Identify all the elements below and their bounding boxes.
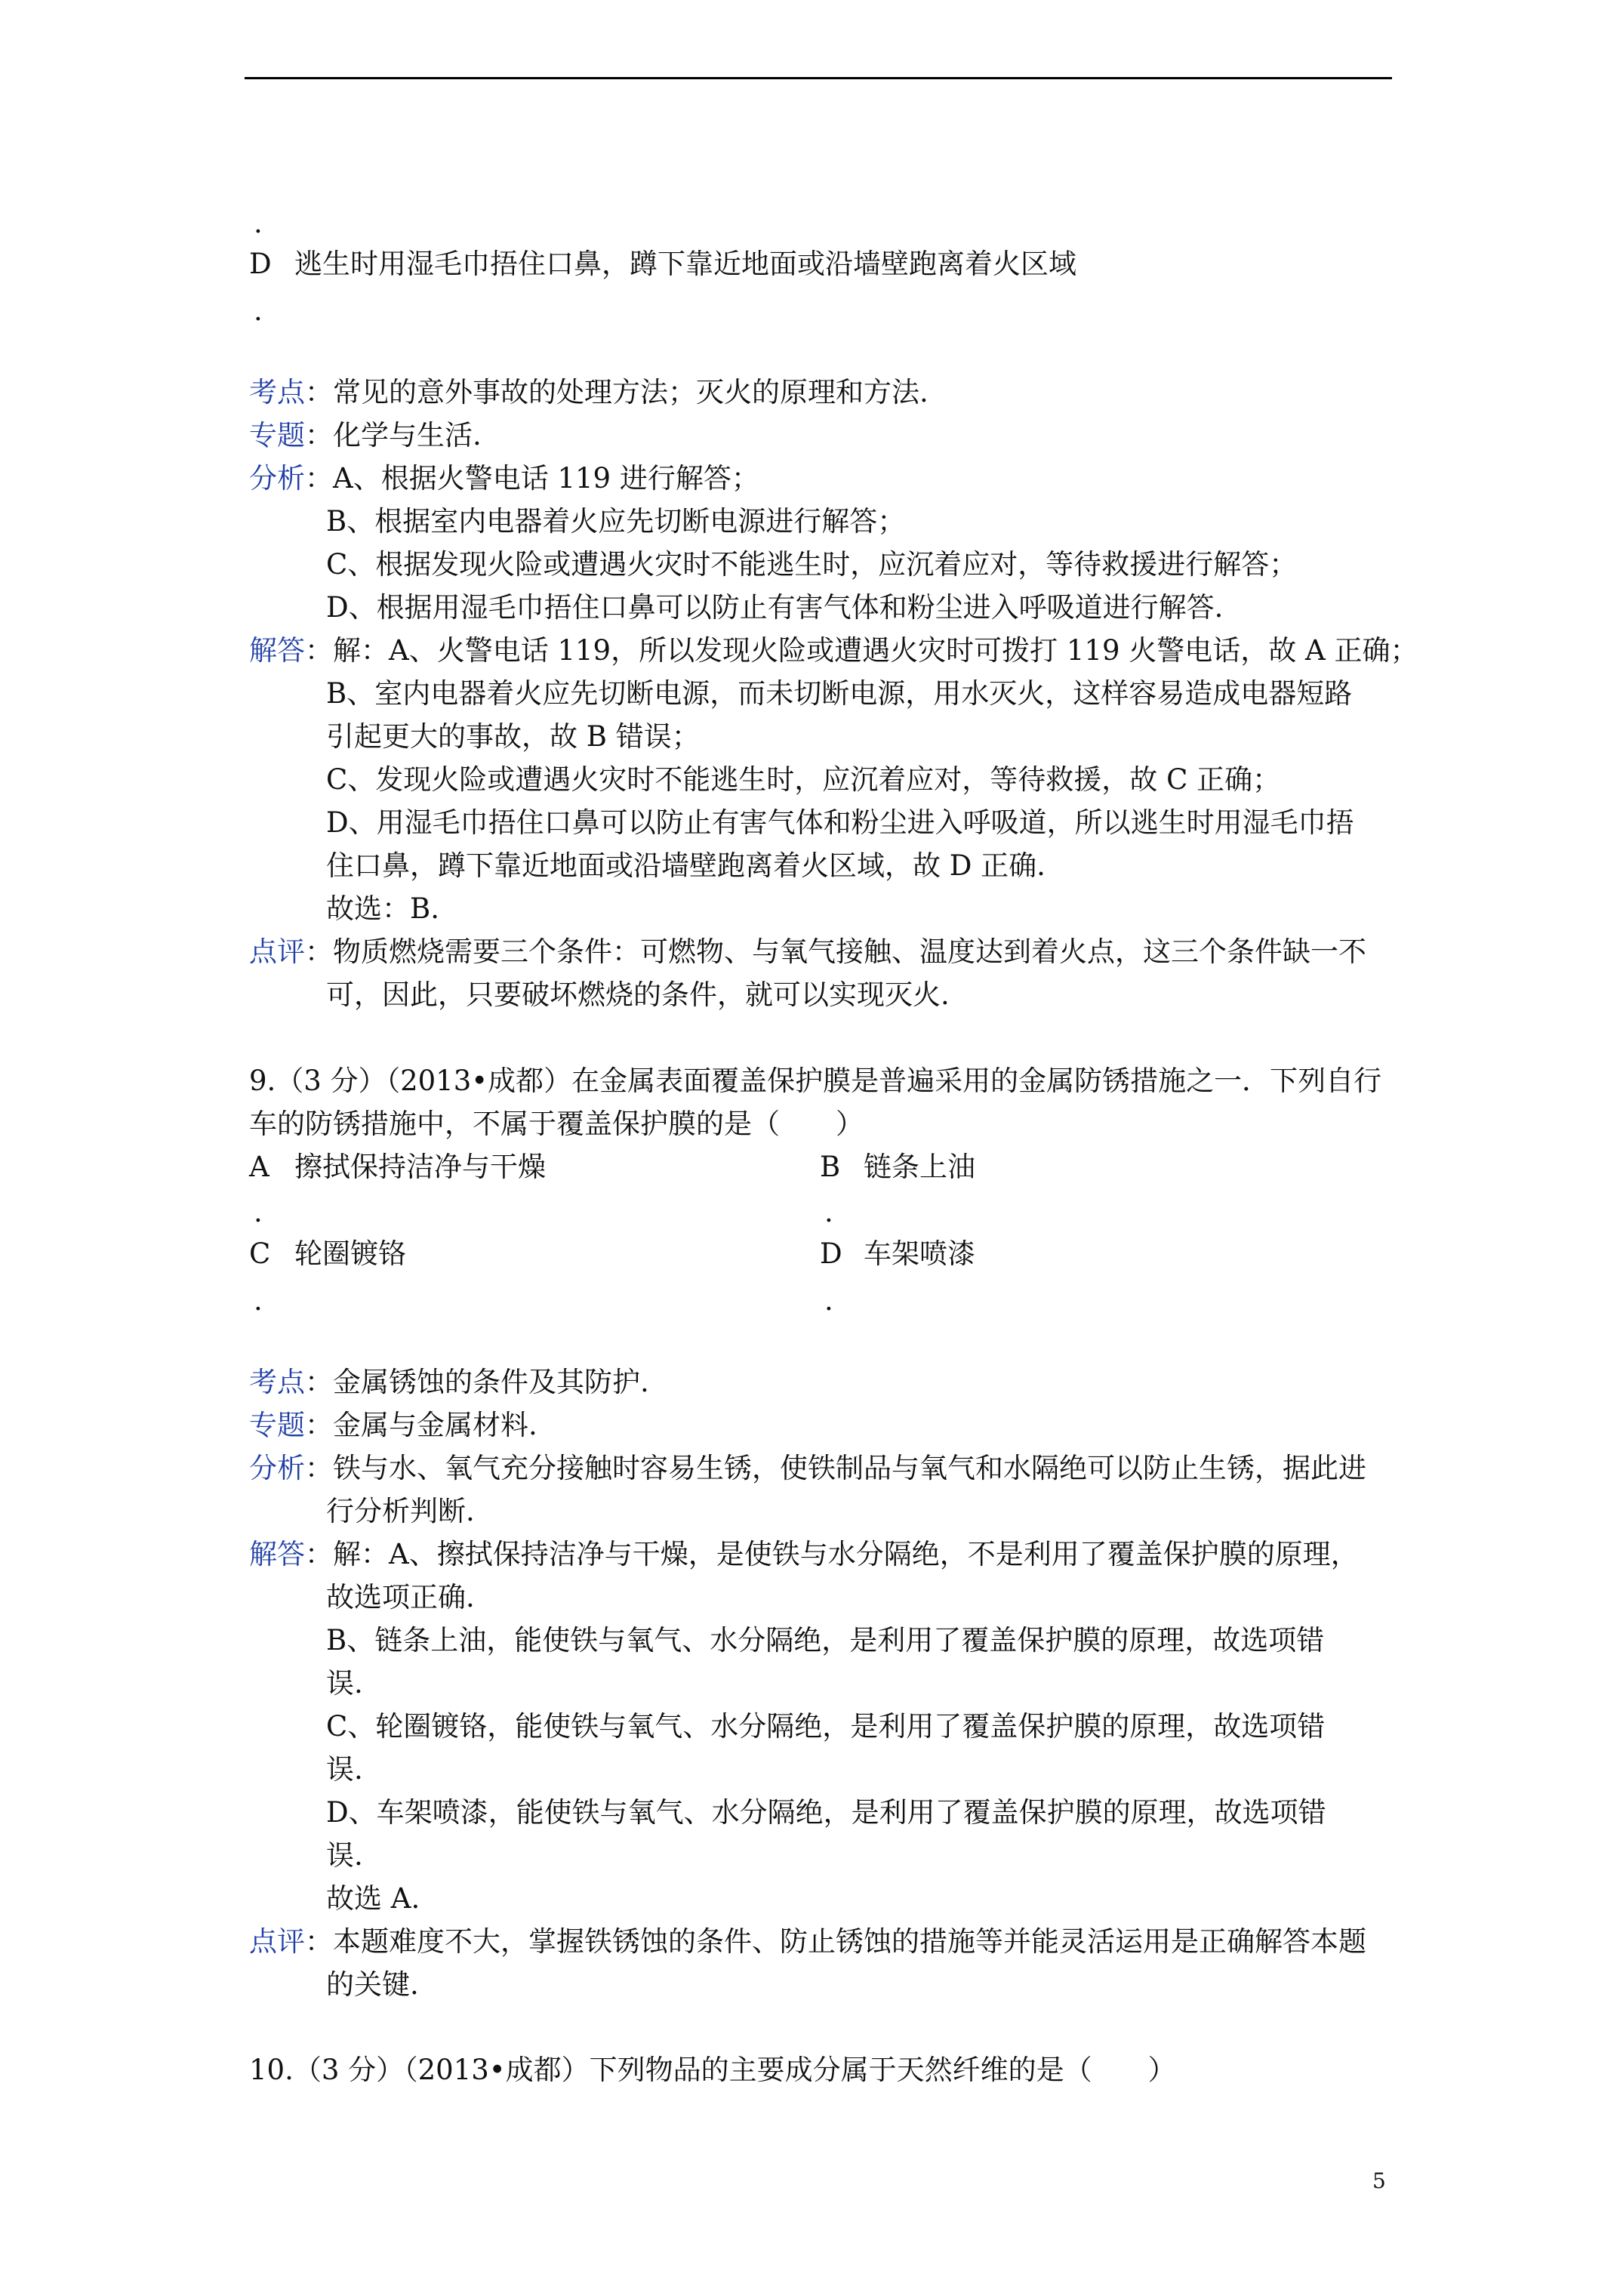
prev-kaodian: 考点：常见的意外事故的处理方法；灭火的原理和方法. bbox=[249, 376, 929, 408]
q9-stem: 车的防锈措施中，不属于覆盖保护膜的是（ ） bbox=[249, 1108, 864, 1140]
q9-option-b-letter: B bbox=[820, 1151, 841, 1183]
prev-jieda-line: C、发现火险或遭遇火灾时不能逃生时，应沉着应对，等待救援，故 C 正确； bbox=[326, 763, 1281, 796]
prev-jieda-line: D、用湿毛巾捂住口鼻可以防止有害气体和粉尘进入呼吸道，所以逃生时用湿毛巾捂 bbox=[326, 806, 1354, 839]
zhuanti-label: 专题 bbox=[249, 1409, 305, 1441]
q9-jieda-line: 误. bbox=[326, 1839, 363, 1872]
prev-jieda-line: 引起更大的事故，故 B 错误； bbox=[326, 720, 700, 753]
q9-jieda-line: 误. bbox=[326, 1667, 363, 1700]
option-dot: . bbox=[824, 1284, 833, 1317]
option-dot: . bbox=[254, 1196, 263, 1228]
option-dot: . bbox=[254, 1284, 263, 1317]
q9-jieda-line: D、车架喷漆，能使铁与氧气、水分隔绝，是利用了覆盖保护膜的原理，故选项错 bbox=[326, 1796, 1326, 1829]
q9-jieda-line: C、轮圈镀铬，能使铁与氧气、水分隔绝，是利用了覆盖保护膜的原理，故选项错 bbox=[326, 1710, 1326, 1743]
prev-jieda-line: 故选：B. bbox=[326, 892, 439, 925]
q9-dianping-line: 的关键. bbox=[326, 1968, 419, 2001]
q9-option-d-letter: D bbox=[820, 1237, 842, 1270]
option-dot: . bbox=[824, 1196, 833, 1228]
q9-kaodian: 考点：金属锈蚀的条件及其防护. bbox=[249, 1366, 649, 1398]
q9-fenxi: 分析：铁与水、氧气充分接触时容易生锈，使铁制品与氧气和水隔绝可以防止生锈，据此进 bbox=[249, 1452, 1366, 1484]
jieda-label: 解答 bbox=[249, 1538, 305, 1570]
zhuanti-label: 专题 bbox=[249, 419, 305, 451]
prev-option-d-text: 逃生时用湿毛巾捂住口鼻，蹲下靠近地面或沿墙壁跑离着火区域 bbox=[294, 248, 1076, 280]
q9-jieda-line: 故选 A. bbox=[326, 1882, 420, 1915]
q9-jieda-line: B、链条上油，能使铁与氧气、水分隔绝，是利用了覆盖保护膜的原理，故选项错 bbox=[326, 1624, 1325, 1657]
option-dot: . bbox=[254, 294, 263, 327]
dianping-label: 点评 bbox=[249, 935, 305, 968]
q9-jieda-line: 误. bbox=[326, 1753, 363, 1786]
prev-jieda-line: B、室内电器着火应先切断电源，而未切断电源，用水灭火，这样容易造成电器短路 bbox=[326, 677, 1353, 710]
header-rule bbox=[245, 77, 1392, 79]
q9-jieda-line: 故选项正确. bbox=[326, 1581, 475, 1613]
q9-option-a-letter: A bbox=[249, 1151, 269, 1183]
prev-fenxi-line: D、根据用湿毛巾捂住口鼻可以防止有害气体和粉尘进入呼吸道进行解答. bbox=[326, 591, 1224, 624]
q9-option-c-text: 轮圈镀铬 bbox=[294, 1237, 406, 1270]
q9-fenxi-line: 行分析判断. bbox=[326, 1495, 475, 1527]
prev-jieda: 解答：解：A、火警电话 119，所以发现火险或遭遇火灾时可拨打 119 火警电话，故 A 正确； bbox=[249, 634, 1418, 667]
prev-dianping: 点评：物质燃烧需要三个条件：可燃物、与氧气接触、温度达到着火点，这三个条件缺一不 bbox=[249, 935, 1366, 968]
q9-dianping: 点评：本题难度不大，掌握铁锈蚀的条件、防止锈蚀的措施等并能灵活运用是正确解答本题 bbox=[249, 1925, 1366, 1958]
fenxi-label: 分析 bbox=[249, 1452, 305, 1484]
prev-fenxi-line: C、根据发现火险或遭遇火灾时不能逃生时，应沉着应对，等待救援进行解答； bbox=[326, 548, 1298, 581]
fenxi-label: 分析 bbox=[249, 462, 305, 495]
kaodian-label: 考点 bbox=[249, 376, 305, 408]
q9-option-c-letter: C bbox=[249, 1237, 271, 1270]
dianping-label: 点评 bbox=[249, 1925, 305, 1958]
prev-fenxi: 分析：A、根据火警电话 119 进行解答； bbox=[249, 462, 759, 495]
prev-jieda-line: 住口鼻，蹲下靠近地面或沿墙壁跑离着火区域，故 D 正确. bbox=[326, 849, 1046, 882]
kaodian-label: 考点 bbox=[249, 1366, 305, 1398]
q9-zhuanti: 专题：金属与金属材料. bbox=[249, 1409, 537, 1441]
jieda-label: 解答 bbox=[249, 634, 305, 667]
q10-stem: 10.（3 分）（2013•成都）下列物品的主要成分属于天然纤维的是（ ） bbox=[249, 2054, 1176, 2086]
q9-option-b-text: 链条上油 bbox=[864, 1151, 975, 1183]
option-dot: . bbox=[254, 207, 263, 239]
q9-jieda: 解答：解：A、擦拭保持洁净与干燥，是使铁与水分隔绝，不是利用了覆盖保护膜的原理， bbox=[249, 1538, 1359, 1570]
prev-dianping-line: 可，因此，只要破坏燃烧的条件，就可以实现灭火. bbox=[326, 978, 950, 1011]
prev-zhuanti: 专题：化学与生活. bbox=[249, 419, 482, 451]
q9-stem: 9.（3 分）（2013•成都）在金属表面覆盖保护膜是普遍采用的金属防锈措施之一．下列自行 bbox=[249, 1065, 1382, 1097]
q9-option-a-text: 擦拭保持洁净与干燥 bbox=[294, 1151, 546, 1183]
prev-fenxi-line: B、根据室内电器着火应先切断电源进行解答； bbox=[326, 505, 906, 538]
page-number: 5 bbox=[1372, 2168, 1386, 2193]
prev-option-d: D bbox=[249, 248, 272, 280]
q9-option-d-text: 车架喷漆 bbox=[864, 1237, 975, 1270]
